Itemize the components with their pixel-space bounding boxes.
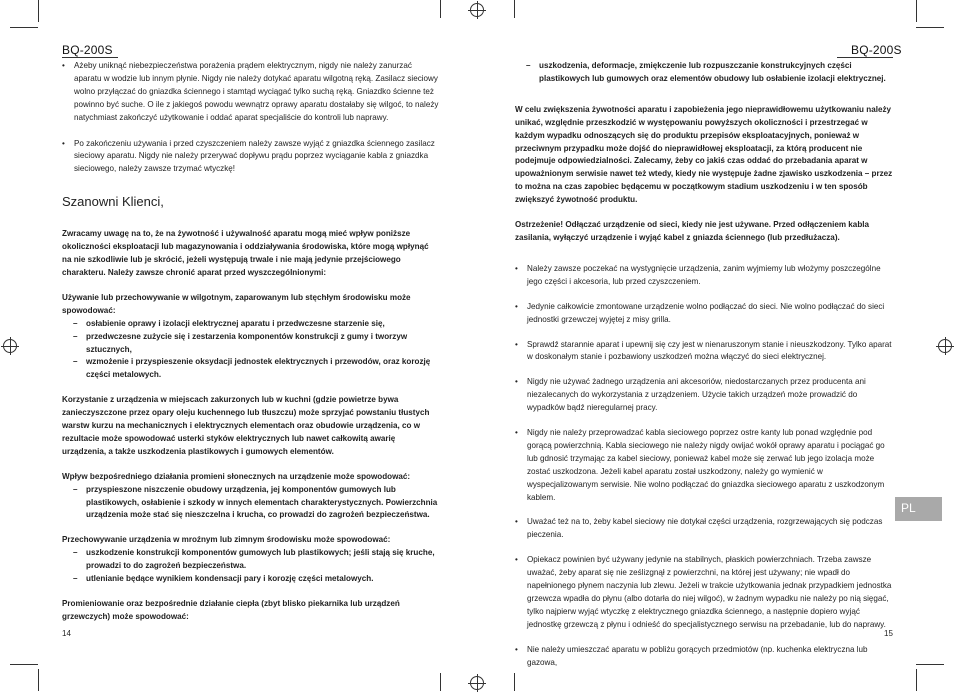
model-label-left: BQ-200S (62, 43, 113, 57)
crop-mark (440, 0, 441, 18)
lifespan-paragraph: W celu zwiększenia żywotności aparatu i zapobieżenia jego nieprawidłowemu użytkowaniu należy unikać, względnie przeszkodzić w występowaniu powyższych okoliczności i przestrzegać w każdym wypadku odnoszących się do produktu przepisów eksploatacyjnych, ponieważ w przeciwnym przypadku może dojść do nieprawidłowej eksploatacji, za którą producent nie podejmuje odpowiedzialności. Zalecamy, żeby co jakiś czas oddać do przebadania aparat w upoważnionym serwisie nawet też wtedy, kiedy nie występuje żadne zjawisko uszkodzenia – przez to można na czas zapobiec będącemu w początkowym stadium uszkodzeniu i w ten sposób zwiększyć żywotność produktu. (515, 104, 893, 205)
crop-mark (916, 0, 917, 22)
page-number-left: 14 (62, 629, 71, 638)
crop-mark (514, 673, 515, 691)
language-tab (895, 497, 942, 521)
list-item: – osłabienie oprawy i izolacji elektrycznej aparatu i przedwczesne starzenie się, (62, 318, 440, 331)
crop-mark (514, 0, 515, 18)
page-number-right: 15 (884, 629, 893, 638)
crop-mark (916, 664, 944, 665)
heat-intro: Promieniowanie oraz bezpośrednie działanie ciepła (zbyt blisko piekarnika lub urządzeń grzewczych) może spowodować: (62, 599, 400, 621)
list-item: • Opiekacz powinien być używany jedynie na stabilnych, płaskich powierzchniach. Trzeba zawsze uważać, żeby aparat się nie ześlizgnął z powierzchni, na której jest używany; nie wpadł do napełnionego płynem naczynia lub zlewu. Jeżeli w trakcie użytkowania jednak przypadkiem jednostka grzewcza wpadła do płynu (albo dotarła do niej wilgoć), w żadnym wypadku nie należy po nią sięgać, tylko najpierw wyjąć wtyczkę z elektrycznego gniazdka ściennego, a następnie dopiero wyjąć jednostkę grzewczą z płynu i odnieść do specjalistycznego serwisu na przebadanie, lub do naprawy. (515, 554, 893, 631)
list-item: • Jedynie całkowicie zmontowane urządzenie wolno podłączać do sieci. Nie wolno podłączać do sieci jednostki grzewczej wyjętej z misy grilla. (515, 301, 893, 327)
crop-mark (10, 27, 38, 28)
list-item: • Nie należy umieszczać aparatu w pobliżu gorących przedmiotów (np. kuchenka elektryczna lub gazowa, (515, 644, 893, 670)
registration-mark-icon (3, 339, 17, 353)
safety-bullet-list (515, 263, 893, 670)
list-item: • Sprawdź starannie aparat i upewnij się czy jest w nienaruszonym stanie i nieuszkodzony. Tylko aparat w doskonałym stanie i pozbawiony uszkodzeń można włączyć do sieci elektrycznej. (515, 339, 893, 365)
crop-mark (916, 27, 944, 28)
header-rule-left (62, 57, 118, 58)
cold-intro: Przechowywanie urządzenia w mroźnym lub zimnym środowisku może spowodować: (62, 535, 391, 545)
left-page (62, 60, 440, 624)
intro-paragraph: Zwracamy uwagę na to, że na żywotność i używalność aparatu mogą mieć wpływ poniższe okoliczności eksploatacji lub magazynowania i oddziaływania środowiska, które mogą wpłynąć na nie szkodliwie lub je skrócić, jeżeli występują trwale i nie mają jedynie przejściowego charakteru. Należy zawsze chronić aparat przed wyszczególnionymi: (62, 229, 429, 277)
model-label-right: BQ-200S (851, 43, 902, 57)
humid-intro: Używanie lub przechowywanie w wilgotnym, zaparowanym lub stęchłym środowisku może spowodować: (62, 292, 411, 315)
crop-mark (10, 664, 38, 665)
crop-mark (38, 669, 39, 691)
list-item: – przyspieszone niszczenie obudowy urządzenia, jej komponentów gumowych lub plastikowych, osłabienie i szkody w innych elementach charakterystycznych. Powierzchnia urządzenia może stać się nieszczelna i krucha, co prowadzi do zagrożeń bezpieczeństwa. (62, 484, 440, 523)
list-item: • Ażeby uniknąć niebezpieczeństwa porażenia prądem elektrycznym, nigdy nie należy zanurzać aparatu w wodzie lub innym płynie. Nigdy nie należy dotykać aparatu wilgotną ręką. Zasilacz sieciowy wolno przyłączać do gniazdka ściennego i stamtąd wyciągać tylko suchą ręką. Gniazdko ścienne też powinno być suche. O ile z jakiegoś powodu wewnątrz oprawy aparatu dostałaby się wilgoć, to należy natychmiast zakończyć użytkowanie i oddać aparat specjaliście do kontroli lub naprawy. (62, 60, 440, 125)
list-item: – wzmożenie i przyspieszenie oksydacji jednostek elektrycznych i przewodów, oraz korozję części metalowych. (62, 356, 440, 382)
registration-mark-icon (938, 339, 952, 353)
list-item: • Po zakończeniu używania i przed czyszczeniem należy zawsze wyjąć z gniazdka ściennego zasilacz sieciowy aparatu. Nigdy nie należy przerywać dopływu prądu poprzez wyciąganie kabla z gniazdka sieciowego, należy zawsze trzymać wtyczkę! (62, 138, 440, 177)
warning-paragraph: Ostrzeżenie! Odłączać urządzenie od sieci, kiedy nie jest używane. Przed odłączeniem kabla zasilania, wyłączyć urządzenie i wyjąć kabel z gniazda ściennego (lub przedłużacza). (515, 220, 870, 242)
list-item: – uszkodzenia, deformacje, zmiękczenie lub rozpuszczanie konstrukcyjnych części plastikowych lub gumowych oraz elementów obudowy lub osłabienie izolacji elektrycznej. (515, 60, 893, 86)
registration-mark-icon (470, 3, 484, 17)
crop-mark (38, 0, 39, 22)
sun-list (62, 484, 440, 523)
registration-mark-icon (470, 676, 484, 690)
intro-bullet-list (62, 60, 440, 176)
heat-list (515, 60, 893, 86)
greeting-heading: Szanowni Klienci, (62, 194, 164, 210)
list-item: • Uważać też na to, żeby kabel sieciowy nie dotykał części urządzenia, rozgrzewających się podczas pieczenia. (515, 516, 893, 542)
right-page (515, 60, 893, 670)
humid-list (62, 318, 440, 383)
list-item: • Nigdy nie należy przeprowadzać kabla sieciowego poprzez ostre kanty lub ponad względnie pod gorącą powierzchnią. Kabla sieciowego nie należy nigdy owijać wokół oprawy aparatu i pociągać go lub gdnosić trzymając za kabel sieciowy, ponieważ kabel może się zerwać lub jego izolacja może zostać uszkodzona. Jeżeli kabel aparatu został uszkodzony, należy go wymienić w wyspecjalizowanym serwisie. Nie wolno podłączać do gniazdka sieciowego aparatu z uszkodzonym kablem. (515, 427, 893, 504)
crop-mark (440, 673, 441, 691)
list-item: – uszkodzenie konstrukcji komponentów gumowych lub plastikowych; jeśli stają się kruche, prowadzi to do zagrożeń bezpieczeństwa. (62, 547, 440, 573)
header-rule-right (837, 57, 893, 58)
sun-intro: Wpływ bezpośredniego działania promieni słonecznych na urządzenie może spowodować: (62, 471, 411, 481)
list-item: • Należy zawsze poczekać na wystygnięcie urządzenia, zanim wyjmiemy lub włożymy poszczególne jego części i akcesoria, lub przed czyszczeniem. (515, 263, 893, 289)
kitchen-paragraph: Korzystanie z urządzenia w miejscach zakurzonych lub w kuchni (gdzie powietrze bywa zanieczyszczone przez opary oleju kuchennego lub tłuszczu) może sprzyjać powstaniu tłustych warstw kurzu na mechanicznych i elektrycznych elementach oraz obudowie urządzenia, co w rezultacie może spowodować usterki styków elektrycznych lub nawet całkowitą awarię urządzenia, a także uszkodzenia plastikowych i gumowych elementów. (62, 395, 430, 456)
list-item: – przedwczesne zużycie się i zestarzenia komponentów konstrukcji z gumy i tworzyw sztucznych, (62, 331, 440, 357)
language-tab-label: PL (901, 501, 916, 515)
list-item: • Nigdy nie używać żadnego urządzenia ani akcesoriów, niedostarczanych przez producenta ani niezalecanych do wykorzystania z urządzeniem. Użycie takich urządzeń może prowadzić do wypadków bądź nieregularnej pracy. (515, 376, 893, 415)
list-item: – utlenianie będące wynikiem kondensacji pary i korozję części metalowych. (62, 573, 440, 586)
crop-mark (916, 669, 917, 691)
cold-list (62, 547, 440, 586)
